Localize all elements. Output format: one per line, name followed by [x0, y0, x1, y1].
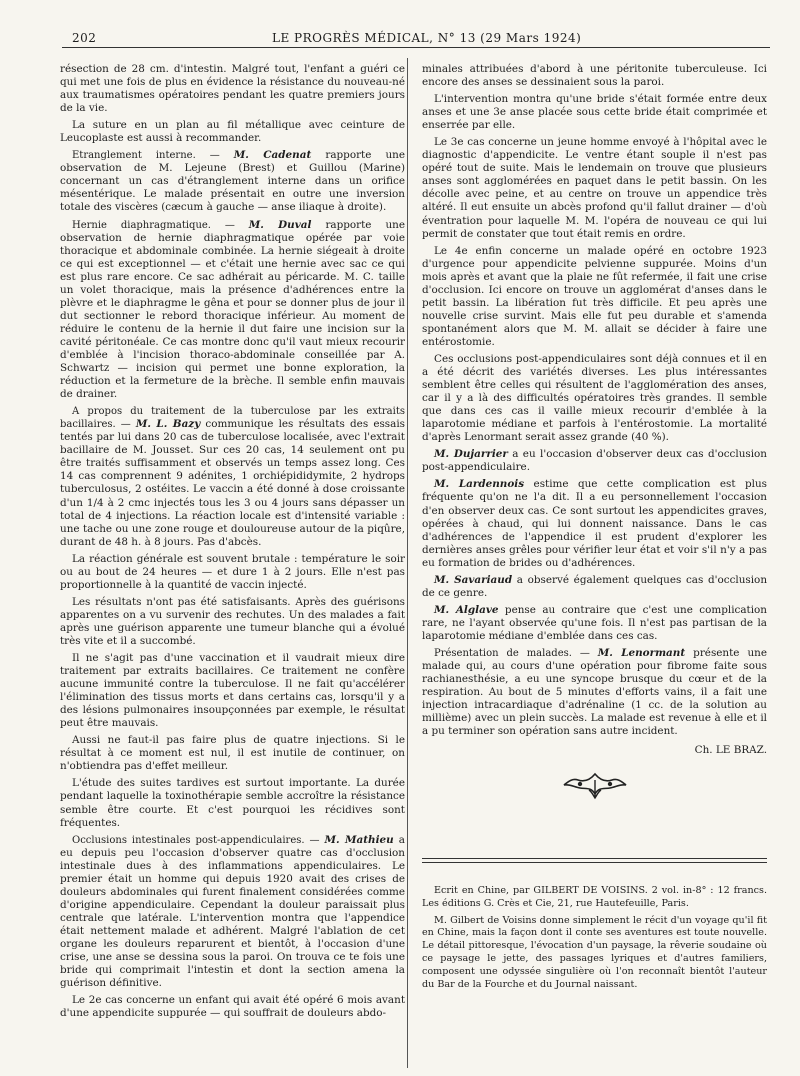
right-column [422, 63, 767, 761]
author-name: M. Duval [248, 218, 312, 231]
paragraph: résection de 28 cm. d'intestin. Malgré tout, l'enfant a guéri ce qui met une fois de plus en évidence la résistance du nouveau-né aux traumatismes opératoires pendant les quatre premiers jours de la vie. [60, 63, 405, 115]
paragraph: Il ne s'agit pas d'une vaccination et il vaudrait mieux dire traitement par extraits bacillaires. Ce traitement ne confère aucune immunité contre la tuberculose. Il ne fait qu'accélérer l'élimination des tissus morts et dans certains cas, lorsqu'il y a des lésions pulmonaires insoupçonnées par exemple, le résultat peut être mauvais. [60, 652, 405, 730]
paragraph: La réaction générale est souvent brutale : température le soir ou au bout de 24 heures — et dure 1 à 2 jours. Elle n'est pas proportionnelle à la quantité de vaccin injecté. [60, 552, 405, 591]
author-name: M. Lardennois [434, 478, 525, 491]
book-review [422, 885, 767, 995]
paragraph-text: a eu l'occasion d'observer deux cas d'occlusion post-appendiculaire. [422, 448, 767, 474]
paragraph [422, 478, 767, 569]
section-heading: Etranglement interne. — [72, 150, 234, 162]
section-heading: Présentation de malades. — [434, 647, 598, 659]
paragraph [422, 647, 767, 738]
paragraph: Le 3e cas concerne un jeune homme envoyé à l'hôpital avec le diagnostic d'appendicite. Le ventre étant souple il n'est pas opéré tout de suite. Mais le lendemain on trouve que plusieurs anses sont agglomérées en paquet dans le petit bassin. On les décolle avec peine, et au centre on trouve un appendice très altéré. Il eut ensuite un abcès profond qu'il fallut drainer — d'où éventration pour laquelle M. M. l'opéra de nouveau ce qui lui permit de constater que tout était remis en ordre. [422, 136, 767, 240]
author-name: M. Cadenat [233, 149, 312, 162]
paragraph: L'intervention montra qu'une bride s'était formée entre deux anses et une 3e anse placée sous cette bride était comprimée et enserrée par elle. [422, 93, 767, 132]
double-rule-divider [422, 858, 767, 863]
paragraph [60, 149, 405, 214]
book-review-text: M. Gilbert de Voisins donne simplement le récit d'un voyage qu'il fit en Chine, mais la façon dont il conte ses aventures est toute nouvelle. Le détail pittoresque, l'évocation d'un paysage, la rêverie soudaine où ce paysage le jette, des passages lyriques et d'autres familiers, composent une odyssée singulière où l'on reconnaît bientôt l'auteur du Bar de la Fourche et du Journal naissant. [422, 914, 767, 990]
paragraph [60, 219, 405, 402]
paragraph-text: communique les résultats des essais tentés par lui dans 20 cas de tuberculose localisée, avec l'extrait bacillaire de M. Jousset. Sur ces 20 cas, 14 seulement ont pu être traités suffisamment et observés un temps assez long. Ces 14 cas comprennent 9 adénites, 1 orchiépididymite, 2 hydrops tuberculosus, 2 ostéites. Le vaccin a été donné à dose croissante d'un 1/4 à 2 cmc injectés tous les 3 ou 4 jours sans dépasser un total de 4 injections. La réaction locale est d'intensité variable : une tache ou une zone rouge et douloureuse autour de la piqûre, durant de 48 h. à 8 jours. Pas d'abcès. [60, 418, 405, 548]
author-name: M. Savariaud [434, 573, 513, 586]
column-divider [407, 58, 408, 1068]
paragraph [60, 834, 405, 991]
paragraph [60, 405, 405, 549]
book-citation: Ecrit en Chine, par GILBERT DE VOISINS. 2 vol. in-8° : 12 francs. Les éditions G. Crès et Cie, 21, rue Hautefeuille, Paris. [422, 885, 767, 909]
section-heading: Occlusions intestinales post-appendiculaires. — [72, 834, 325, 846]
paragraph: L'étude des suites tardives est surtout importante. La durée pendant laquelle la toxinothérapie semble accroître la résistance semble être courte. Et c'est pourquoi les récidives sont fréquentes. [60, 777, 405, 829]
author-name: M. L. Bazy [135, 418, 201, 431]
paragraph-text: présente une malade qui, au cours d'une opération pour fibrome faite sous rachianesthésie, a eu une syncope brusque du cœur et de la respiration. Au bout de 5 minutes d'efforts vains, il a fait une injection intracardiaque d'adrénaline (1 cc. de la solution au millième) avec un plein succès. La malade est revenue à elle et il a pu terminer son opération sans autre incident. [422, 646, 768, 738]
paragraph: Aussi ne faut-il pas faire plus de quatre injections. Si le résultat à ce moment est nul, il est inutile de continuer, on n'obtiendra pas d'effet meilleur. [60, 734, 405, 773]
paragraph: Le 4e enfin concerne un malade opéré en octobre 1923 d'urgence pour appendicite pelvienne suppurée. Moins d'un mois après et avant que la plaie ne fût refermée, il fait une crise d'occlusion. Ici encore on trouve un agglomérat d'anses dans le petit bassin. La libération fut très difficile. Et peu après une nouvelle crise survint. Mais elle fut peu durable et s'amenda spontanément alors que M. M. allait se décider à faire une entérostomie. [422, 244, 767, 348]
page-number: 202 [72, 31, 97, 45]
paragraph: Les résultats n'ont pas été satisfaisants. Après des guérisons apparentes on a vu survenir des rechutes. Un des malades a fait après une guérison apparente une tumeur blanche qui a évolué très vite et il a succombé. [60, 595, 405, 647]
header-rule [62, 47, 770, 48]
fleuron-ornament-icon [560, 768, 630, 802]
paragraph: minales attribuées d'abord à une péritonite tuberculeuse. Ici encore des anses se dessinaient sous la paroi. [422, 63, 767, 89]
author-name: M. Lenormant [597, 646, 686, 659]
paragraph [422, 574, 767, 600]
author-name: M. Mathieu [324, 833, 394, 846]
journal-title: LE PROGRÈS MÉDICAL, N° 13 (29 Mars 1924) [272, 31, 582, 45]
paragraph: La suture en un plan au fil métallique avec ceinture de Leucoplaste est aussi à recommander. [60, 119, 405, 145]
paragraph [422, 448, 767, 474]
paragraph: Le 2e cas concerne un enfant qui avait été opéré 6 mois avant d'une appendicite suppurée — qui souffrait de douleurs abdo- [60, 994, 405, 1020]
author-name: M. Dujarrier [434, 448, 508, 461]
left-column [60, 63, 405, 1024]
paragraph-text: rapporte une observation de hernie diaphragmatique opérée par voie thoracique et abdominale combinée. La hernie siégeait à droite ce qui est exceptionnel — et c'était une hernie avec sac ce qui est plus rare encore. Ce sac adhérait au péricarde. M. C. taille un volet thoracique, mais la présence d'adhérences entre la plèvre et le diaphragme le gêna et pour se donner plus de jour il dut sectionner le rebord thoracique inférieur. Au moment de réduire le contenu de la hernie il dut faire une incision sur la cavité péritonéale. Ce cas montre donc qu'il vaut mieux recourir d'emblée à l'incision thoraco-abdominale conseillée par A. Schwartz — incision qui permet une bonne exploration, la réduction et la fermeture de la brèche. Il semble enfin mauvais de drainer. [60, 218, 405, 401]
paragraph-text: a eu depuis peu l'occasion d'observer quatre cas d'occlusion intestinale dues à des inflammations appendiculaires. Le premier était un homme qui depuis 1920 avait des crises de douleurs abdominales qui furent finalement considérées comme d'origine appendiculaire. Cependant la douleur paraissait plus centrale que latérale. L'intervention montra que l'appendice était nettement malade et adhérent. Malgré l'ablation de cet organe les douleurs reparurent et bientôt, à l'occasion d'une crise, une anse se dessina sous la paroi. On trouva ce te fois une bride qui comprimait l'intestin et dont la section amena la guérison définitive. [60, 833, 405, 990]
paragraph: Ces occlusions post-appendiculaires sont déjà connues et il en a été décrit des variétés diverses. Les plus intéressantes semblent être celles qui résultent de l'agglomération des anses, car il y a là des difficultés opératoires très grandes. Il semble que dans ces cas il vaille mieux recourir d'emblée à la laparotomie médiane et parfois à l'entérostomie. La mortalité d'après Lenormant serait assez grande (40 %). [422, 352, 767, 444]
running-header [62, 31, 770, 47]
signature: Ch. LE BRAZ. [694, 744, 767, 757]
paragraph-text: a observé également quelques cas d'occlusion de ce genre. [422, 573, 768, 599]
paragraph-text: rapporte une observation de M. Lejeune (Brest) et Guillou (Marine) concernant un cas d'étranglement interne dans un orifice mésentérique. Le malade présentait en outre une inversion totale des viscères (cæcum à gauche — anse iliaque à droite). [60, 149, 406, 214]
section-heading: Hernie diaphragmatique. — [72, 219, 249, 231]
author-name: M. Alglave [434, 603, 499, 616]
paragraph-text: pense au contraire que c'est une complication rare, ne l'ayant observée qu'une fois. Il n'est pas partisan de la laparotomie médiane d'emblée dans ces cas. [422, 603, 767, 642]
paragraph [422, 604, 767, 643]
paragraph-text: estime que cette complication est plus fréquente qu'on ne l'a dit. Il a eu personnellement l'occasion d'en observer deux cas. Ce sont surtout les appendicites graves, opérées à chaud, qui lui donnent naissance. Dans le cas d'adhérences de l'appendice il est prudent d'explorer les dernières anses grêles pour vérifier leur état et voir s'il n'y a pas eu formation de brides ou d'adhérences. [422, 478, 768, 569]
section-heading: A propos du traitement de la tuberculose par les extraits bacillaires. — [60, 406, 405, 431]
